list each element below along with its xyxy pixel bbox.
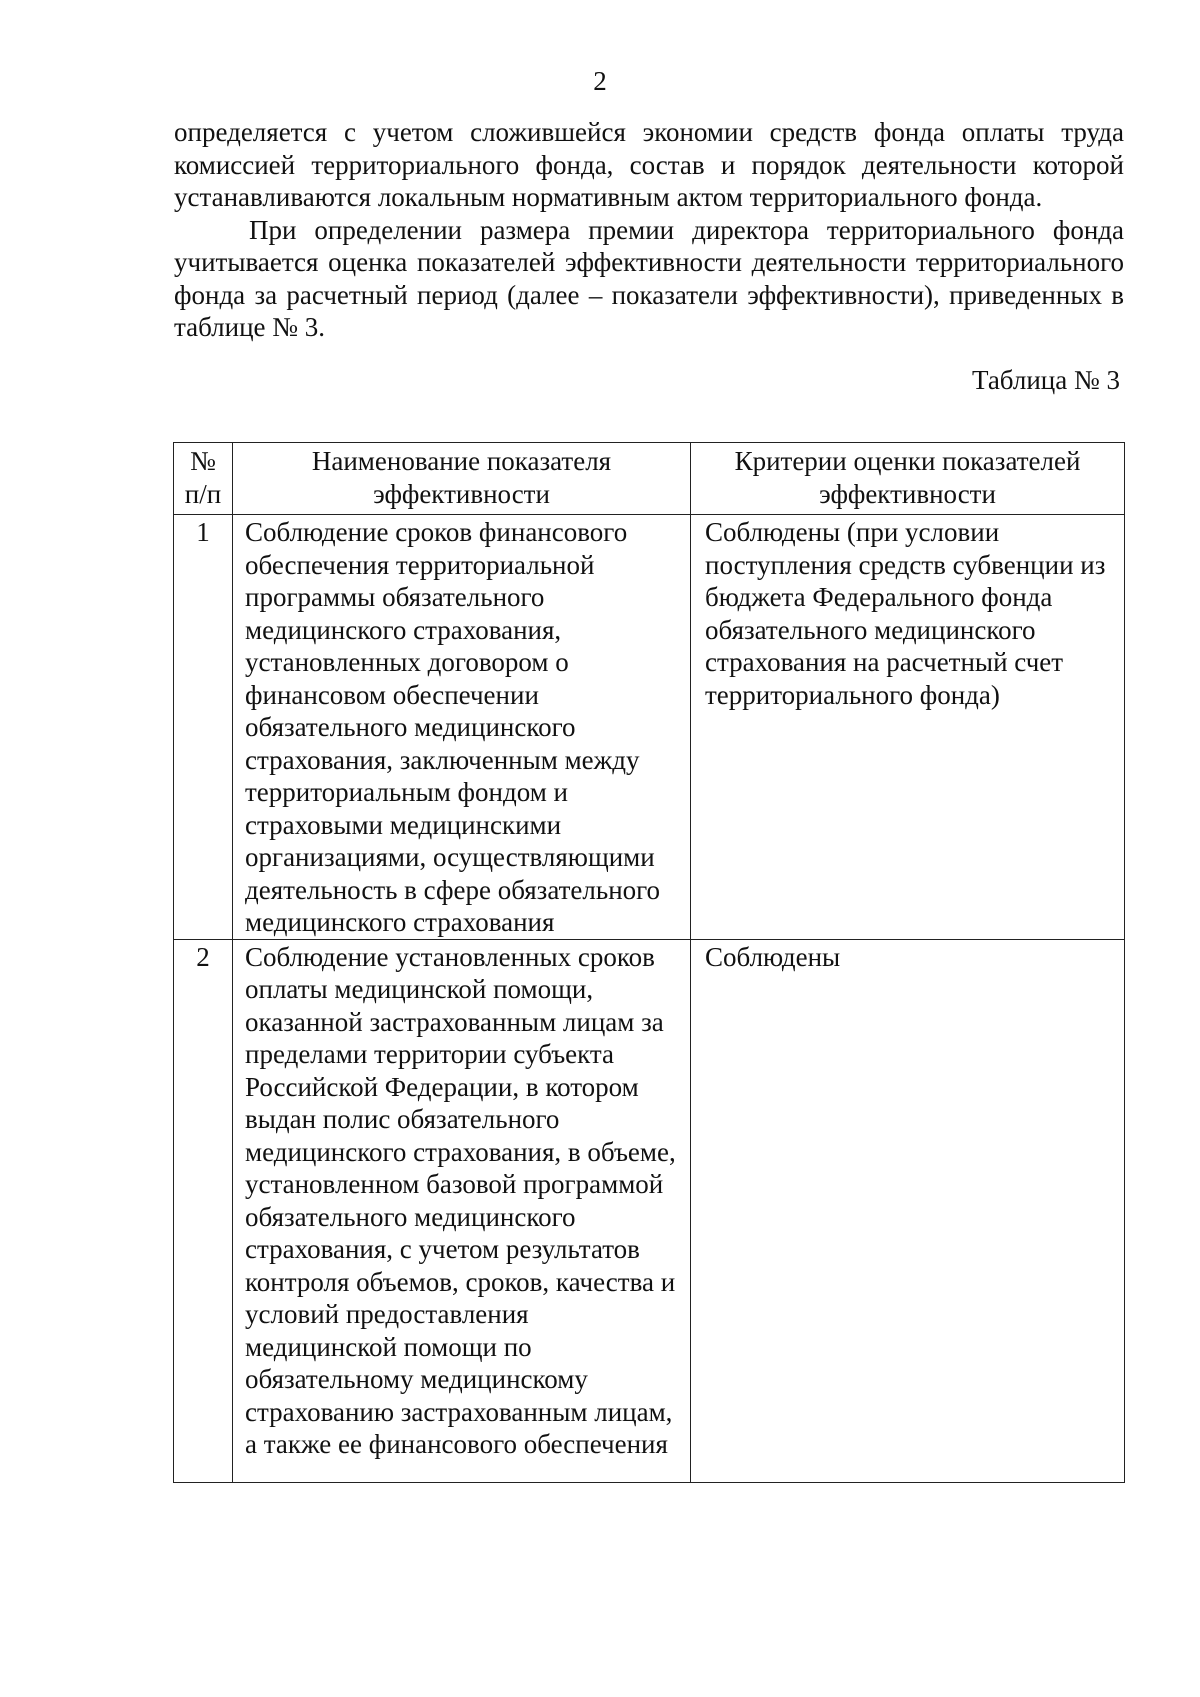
row-number: 1 bbox=[174, 515, 233, 940]
indicators-table bbox=[173, 442, 1125, 1483]
page-number: 2 bbox=[593, 66, 607, 96]
header-number: № п/п bbox=[174, 443, 233, 515]
table-row bbox=[174, 515, 1125, 940]
paragraph-bonus-determination: При определении размера премии директора территориального фонда учитывается оценка показателей эффективности деятельности территориального фонда за расчетный период (далее – показатели эффективности), приведенных в таблице № 3. bbox=[174, 214, 1124, 342]
header-indicator-name: Наименование показателя эффективности bbox=[233, 443, 691, 515]
body-text bbox=[174, 116, 1124, 344]
header-criteria: Критерии оценки показателей эффективности bbox=[691, 443, 1125, 515]
row-number: 2 bbox=[174, 939, 233, 1482]
table-caption: Таблица № 3 bbox=[972, 365, 1120, 395]
indicator-criteria: Соблюдены bbox=[691, 939, 1125, 1482]
table-header-row bbox=[174, 443, 1125, 515]
indicator-name: Соблюдение сроков финансового обеспечения территориальной программы обязательного медицинского страхования, установленных договором о финансовом обеспечении обязательного медицинского страхования, заключенным между территориальным фондом и страховыми медицинскими организациями, осуществляющими деятельность в сфере обязательного медицинского страхования bbox=[233, 515, 691, 940]
indicator-name: Соблюдение установленных сроков оплаты медицинской помощи, оказанной застрахованным лицам за пределами территории субъекта Российской Федерации, в котором выдан полис обязательного медицинского страхования, в объеме, установленном базовой программой обязательного медицинского страхования, с учетом результатов контроля объемов, сроков, качества и условий предоставления медицинской помощи по обязательному медицинскому страхованию застрахованным лицам, а также ее финансового обеспечения bbox=[233, 939, 691, 1482]
indicator-criteria: Соблюдены (при условии поступления средств субвенции из бюджета Федерального фонда обязательного медицинского страхования на расчетный счет территориального фонда) bbox=[691, 515, 1125, 940]
paragraph-continuation: определяется с учетом сложившейся экономии средств фонда оплаты труда комиссией территориального фонда, состав и порядок деятельности которой устанавливаются локальным нормативным актом территориального фонда. bbox=[174, 117, 1124, 212]
table-row bbox=[174, 939, 1125, 1482]
